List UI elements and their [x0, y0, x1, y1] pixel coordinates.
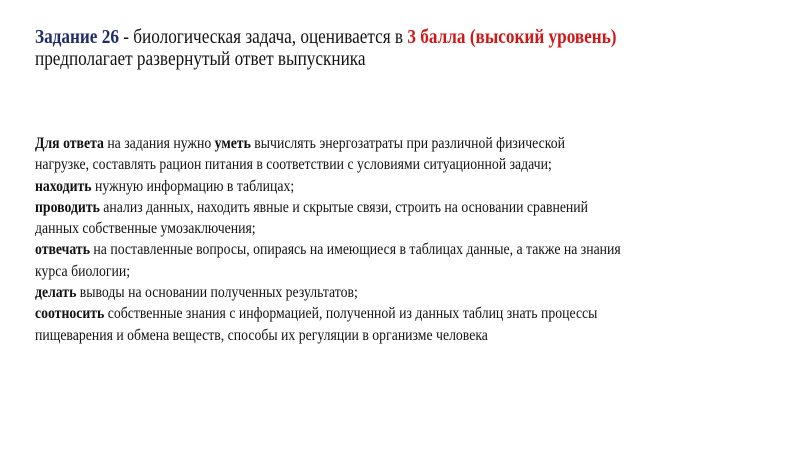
title-line-1 [35, 26, 617, 48]
line-text: курса биологии; [35, 262, 131, 280]
text-line [35, 197, 621, 218]
line-text: пищеварения и обмена веществ, способы их регуляции в организме человека [35, 326, 488, 344]
bold-keyword: Для ответа [35, 135, 104, 152]
task-number: Задание 26 [35, 26, 119, 48]
bold-keyword: проводить [35, 198, 100, 216]
requirements-text [35, 133, 716, 346]
bold-keyword: отвечать [35, 241, 90, 259]
text-line [35, 218, 621, 239]
title-description: биологическая задача, оценивается в [133, 26, 408, 48]
text-line [35, 282, 621, 303]
line-text: анализ данных, находить явные и скрытые связи, строить на основании сравнений [99, 198, 589, 216]
text-line [35, 176, 621, 197]
line-text: выводы на основании полученных результатов; [76, 284, 358, 302]
text-line [35, 154, 621, 175]
line-text: данных собственные умозаключения; [35, 220, 256, 238]
line-text: нагрузке, составлять рацион питания в соответствии с условиями ситуационной задачи; [35, 156, 552, 174]
line-text: нужную информацию в таблицах; [91, 177, 295, 195]
text-line [35, 325, 621, 346]
title-dash: - [118, 26, 134, 48]
score-highlight: 3 балла (высокий уровень) [407, 26, 617, 48]
bold-keyword: уметь [214, 135, 251, 152]
title-line-2: предполагает развернутый ответ выпускника [35, 48, 366, 70]
text-line [35, 133, 621, 154]
bold-keyword: соотносить [35, 305, 105, 323]
line-text: на поставленные вопросы, опираясь на имеющиеся в таблицах данные, а также на знания [89, 241, 621, 259]
line-text: вычислять энергозатраты при различной физической [250, 135, 565, 152]
line-text: на задания нужно [103, 135, 215, 152]
text-line [35, 239, 621, 260]
text-line [35, 303, 621, 324]
bold-keyword: делать [35, 284, 77, 302]
text-line [35, 261, 621, 282]
slide-title [35, 26, 711, 70]
bold-keyword: находить [35, 177, 92, 195]
line-text: собственные знания с информацией, полученной из данных таблиц знать процессы [104, 305, 598, 323]
